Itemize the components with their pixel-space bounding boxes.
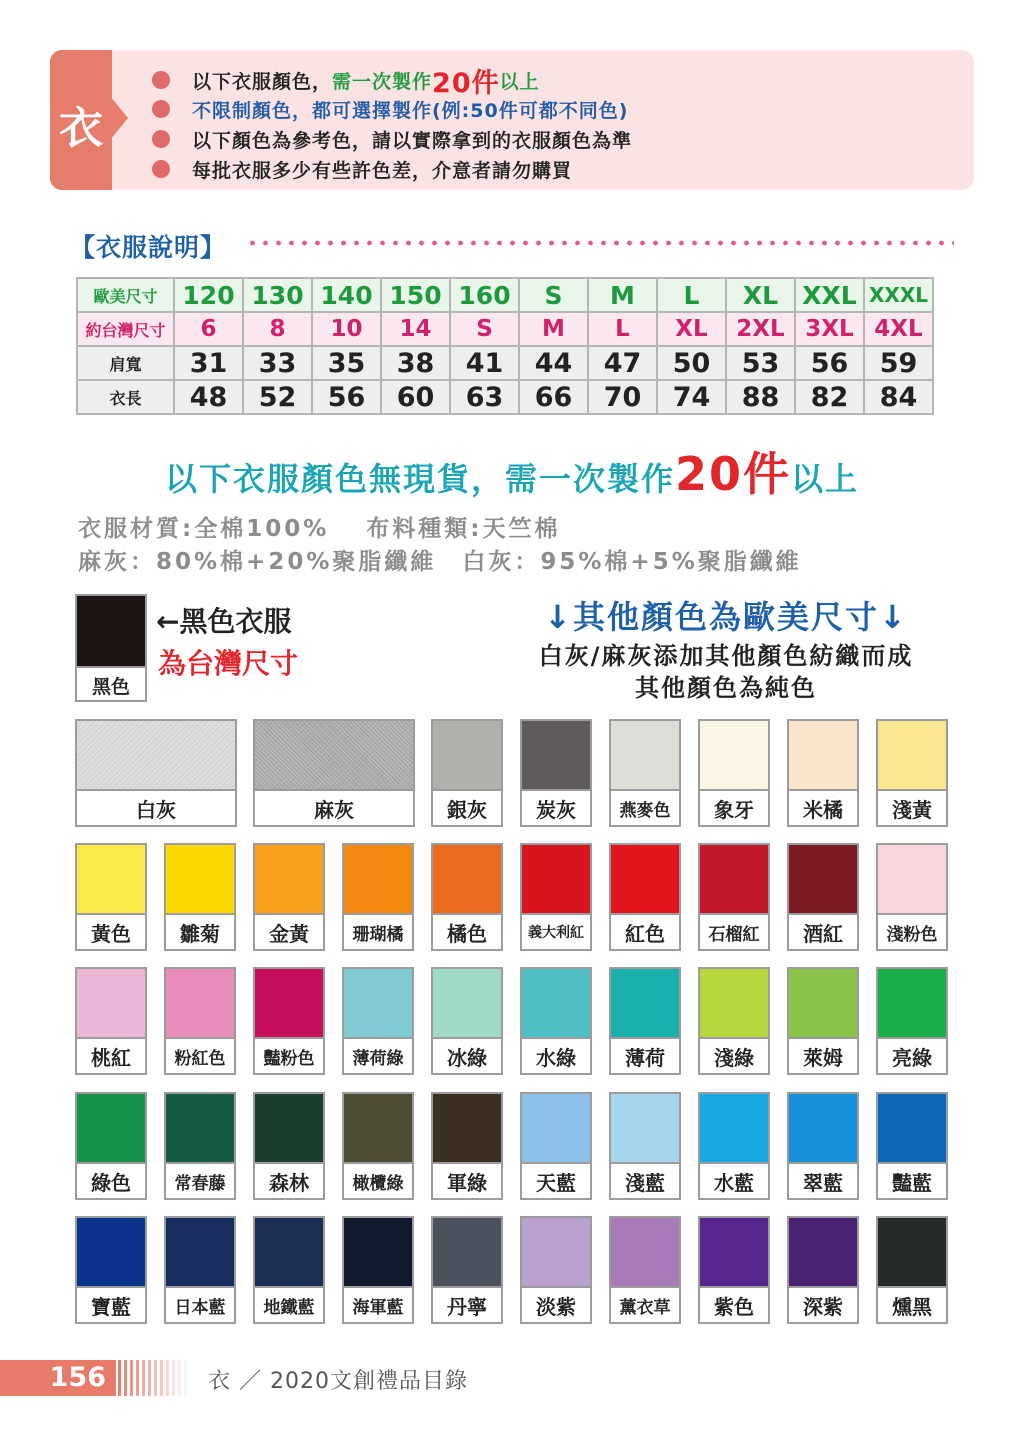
color-swatch[interactable]	[431, 843, 503, 951]
notice-quantity: 20件	[432, 67, 500, 99]
size-cell: M	[588, 278, 657, 312]
other-colors-note-1: 白灰/麻灰添加其他顏色紡織而成	[538, 642, 914, 670]
swatch-label: 日本藍	[166, 1286, 234, 1322]
swatch-color	[878, 845, 946, 915]
swatch-color	[77, 1094, 145, 1164]
swatch-label: 淺粉色	[878, 913, 946, 949]
swatch-color	[878, 969, 946, 1039]
swatch-color	[522, 1094, 590, 1164]
swatch-color	[611, 1094, 679, 1164]
color-swatch[interactable]	[787, 1216, 859, 1324]
size-cell: 120	[174, 278, 243, 312]
swatch-label: 燻黑	[878, 1286, 946, 1322]
swatch-color	[611, 1218, 679, 1288]
notice-text: 以下衣服顏色，	[192, 70, 333, 93]
color-swatch[interactable]	[787, 843, 859, 951]
swatch-label: 義大利紅	[522, 913, 590, 949]
swatch-label: 米橘	[789, 789, 857, 825]
color-swatch[interactable]	[164, 843, 236, 951]
color-swatch[interactable]	[431, 719, 503, 827]
size-cell: 60	[381, 380, 450, 414]
size-cell: 3XL	[795, 312, 864, 346]
swatch-color	[789, 1218, 857, 1288]
swatch-label: 燕麥色	[611, 789, 679, 825]
color-swatch[interactable]	[431, 1092, 503, 1200]
color-swatch[interactable]	[75, 1092, 147, 1200]
swatch-color	[433, 721, 501, 791]
swatch-label: 淺藍	[611, 1162, 679, 1198]
swatch-color	[77, 969, 145, 1039]
swatch-color	[255, 1094, 323, 1164]
size-cell: 84	[864, 380, 933, 414]
size-cell: 59	[864, 346, 933, 380]
swatch-color	[77, 596, 145, 666]
size-cell: 35	[312, 346, 381, 380]
swatch-color	[700, 845, 768, 915]
swatch-label: 薄荷綠	[344, 1037, 412, 1073]
row-header: 衣長	[77, 380, 174, 414]
headline-text: 以下衣服顏色無現貨，需一次製作	[164, 460, 675, 498]
swatch-color	[700, 969, 768, 1039]
dotted-divider	[246, 240, 954, 246]
swatch-color	[522, 1218, 590, 1288]
color-swatch[interactable]	[342, 843, 414, 951]
footer-stripes	[118, 1360, 190, 1396]
page-number: 156	[49, 1362, 106, 1393]
swatch-label: 橘色	[433, 913, 501, 949]
notice-line-1	[152, 67, 540, 99]
swatch-label: 淡紫	[522, 1286, 590, 1322]
headline-text: 以上	[791, 460, 860, 498]
size-cell: 74	[657, 380, 726, 414]
size-table	[76, 277, 934, 415]
color-swatch[interactable]	[75, 843, 147, 951]
size-cell: 56	[795, 346, 864, 380]
notice-text: 每批衣服多少有些許色差，介意者請勿購買	[192, 159, 573, 182]
color-swatch[interactable]	[698, 843, 770, 951]
material-line-1: 衣服材質:全棉100% 布料種類:天竺棉	[78, 516, 561, 542]
swatch-color	[344, 1094, 412, 1164]
color-swatch[interactable]	[342, 967, 414, 1075]
size-cell: 130	[243, 278, 312, 312]
size-cell: 4XL	[864, 312, 933, 346]
swatch-label: 水藍	[700, 1162, 768, 1198]
size-cell: XXL	[795, 278, 864, 312]
swatch-label: 亮綠	[878, 1037, 946, 1073]
swatch-label: 常春藤	[166, 1162, 234, 1198]
size-cell: 66	[519, 380, 588, 414]
swatch-color	[433, 969, 501, 1039]
size-cell: 48	[174, 380, 243, 414]
swatch-label: 銀灰	[433, 789, 501, 825]
swatch-black[interactable]	[75, 594, 147, 702]
size-cell: 70	[588, 380, 657, 414]
swatch-color	[77, 721, 235, 791]
swatch-color	[700, 721, 768, 791]
us-size-row	[77, 278, 933, 312]
swatch-color	[611, 969, 679, 1039]
material-line-2: 麻灰：80%棉+20%聚脂纖維 白灰：95%棉+5%聚脂纖維	[78, 549, 802, 575]
color-swatch[interactable]	[164, 967, 236, 1075]
other-colors-title: ↓其他顏色為歐美尺寸↓	[544, 598, 908, 636]
swatch-label: 紅色	[611, 913, 679, 949]
size-cell: XXXL	[864, 278, 933, 312]
swatch-color	[789, 1094, 857, 1164]
bullet-icon	[152, 160, 170, 178]
swatch-label: 淺綠	[700, 1037, 768, 1073]
color-swatch[interactable]	[253, 1216, 325, 1324]
swatch-label: 炭灰	[522, 789, 590, 825]
color-swatch[interactable]	[609, 1216, 681, 1324]
color-swatch[interactable]	[253, 719, 415, 827]
swatch-label: 天藍	[522, 1162, 590, 1198]
swatch-label: 石榴紅	[700, 913, 768, 949]
size-cell: 10	[312, 312, 381, 346]
swatch-label: 珊瑚橘	[344, 913, 412, 949]
swatch-color	[522, 845, 590, 915]
swatch-label: 冰綠	[433, 1037, 501, 1073]
color-swatch[interactable]	[75, 1216, 147, 1324]
swatch-color	[255, 969, 323, 1039]
color-swatch[interactable]	[787, 967, 859, 1075]
size-cell: L	[657, 278, 726, 312]
size-cell: 63	[450, 380, 519, 414]
swatch-color	[166, 969, 234, 1039]
swatch-color	[878, 721, 946, 791]
swatch-color	[77, 1218, 145, 1288]
swatch-label: 金黃	[255, 913, 323, 949]
swatch-color	[433, 1094, 501, 1164]
swatch-label: 軍綠	[433, 1162, 501, 1198]
size-cell: 47	[588, 346, 657, 380]
swatch-label: 紫色	[700, 1286, 768, 1322]
color-swatch[interactable]	[342, 1092, 414, 1200]
color-swatch[interactable]	[520, 967, 592, 1075]
row-header: 肩寬	[77, 346, 174, 380]
swatch-label: 白灰	[77, 789, 235, 825]
swatch-label: 萊姆	[789, 1037, 857, 1073]
size-cell: 6	[174, 312, 243, 346]
swatch-label: 森林	[255, 1162, 323, 1198]
swatch-label: 綠色	[77, 1162, 145, 1198]
swatch-color	[166, 1094, 234, 1164]
color-swatch[interactable]	[520, 719, 592, 827]
color-swatch[interactable]	[520, 843, 592, 951]
row-header: 約台灣尺寸	[77, 312, 174, 346]
color-swatch[interactable]	[253, 967, 325, 1075]
swatch-label: 桃紅	[77, 1037, 145, 1073]
color-swatch[interactable]	[75, 719, 237, 827]
swatch-label: 豔粉色	[255, 1037, 323, 1073]
color-swatch[interactable]	[876, 1092, 948, 1200]
size-cell: 140	[312, 278, 381, 312]
color-swatch[interactable]	[520, 1092, 592, 1200]
size-cell: 82	[795, 380, 864, 414]
color-swatch[interactable]	[787, 1092, 859, 1200]
black-note-1: ←黑色衣服	[156, 605, 292, 638]
swatch-label: 酒紅	[789, 913, 857, 949]
color-swatch[interactable]	[253, 1092, 325, 1200]
size-cell: M	[519, 312, 588, 346]
headline-quantity: 20件	[674, 447, 791, 501]
notice-tab-char: 衣	[59, 103, 103, 154]
size-cell: 160	[450, 278, 519, 312]
color-swatch[interactable]	[609, 1092, 681, 1200]
swatch-color	[522, 969, 590, 1039]
size-cell: 44	[519, 346, 588, 380]
color-swatch[interactable]	[787, 719, 859, 827]
black-note-2: 為台灣尺寸	[158, 647, 299, 680]
size-cell: 14	[381, 312, 450, 346]
size-cell: 31	[174, 346, 243, 380]
swatch-color	[166, 845, 234, 915]
footer-text: 衣 ／ 2020文創禮品目錄	[208, 1369, 468, 1394]
color-swatch[interactable]	[876, 967, 948, 1075]
size-cell: 88	[726, 380, 795, 414]
size-cell: 56	[312, 380, 381, 414]
swatch-color	[700, 1218, 768, 1288]
swatch-label: 黑色	[77, 666, 145, 702]
swatch-color	[255, 1218, 323, 1288]
swatch-color	[344, 845, 412, 915]
notice-text: 不限制顏色，都可選擇製作(例:50件可都不同色)	[192, 99, 629, 122]
swatch-label: 深紫	[789, 1286, 857, 1322]
swatch-label: 象牙	[700, 789, 768, 825]
color-swatch[interactable]	[253, 843, 325, 951]
swatch-color	[611, 721, 679, 791]
notice-emphasis: 以上	[499, 70, 540, 93]
swatch-color	[700, 1094, 768, 1164]
swatch-color	[255, 721, 413, 791]
color-swatch[interactable]	[698, 1216, 770, 1324]
color-swatch[interactable]	[342, 1216, 414, 1324]
notice-line-3	[152, 126, 632, 152]
notice-emphasis: 需一次製作	[332, 70, 433, 93]
color-swatch[interactable]	[520, 1216, 592, 1324]
color-swatch[interactable]	[75, 967, 147, 1075]
color-swatch[interactable]	[431, 967, 503, 1075]
swatch-color	[789, 721, 857, 791]
color-swatch[interactable]	[876, 843, 948, 951]
color-swatch[interactable]	[698, 719, 770, 827]
swatch-label: 薰衣草	[611, 1286, 679, 1322]
color-swatch[interactable]	[164, 1092, 236, 1200]
color-swatch[interactable]	[609, 843, 681, 951]
notice-text: 以下顏色為參考色，請以實際拿到的衣服顏色為準	[192, 129, 633, 152]
swatch-label: 海軍藍	[344, 1286, 412, 1322]
swatch-color	[878, 1218, 946, 1288]
swatch-label: 麻灰	[255, 789, 413, 825]
swatch-label: 淺黃	[878, 789, 946, 825]
color-swatch[interactable]	[698, 1092, 770, 1200]
swatch-label: 丹寧	[433, 1286, 501, 1322]
size-cell: 150	[381, 278, 450, 312]
swatch-label: 地鐵藍	[255, 1286, 323, 1322]
swatch-label: 水綠	[522, 1037, 590, 1073]
color-swatch[interactable]	[431, 1216, 503, 1324]
shoulder-row	[77, 346, 933, 380]
swatch-color	[789, 845, 857, 915]
color-swatch[interactable]	[609, 967, 681, 1075]
tw-size-row	[77, 312, 933, 346]
swatch-color	[166, 1218, 234, 1288]
bullet-icon	[152, 130, 170, 148]
swatch-color	[522, 721, 590, 791]
section-title: 【衣服說明】	[70, 233, 227, 262]
size-cell: 38	[381, 346, 450, 380]
swatch-color	[433, 1218, 501, 1288]
color-swatch[interactable]	[164, 1216, 236, 1324]
size-cell: 2XL	[726, 312, 795, 346]
size-cell: XL	[726, 278, 795, 312]
color-swatch[interactable]	[876, 1216, 948, 1324]
swatch-label: 橄欖綠	[344, 1162, 412, 1198]
swatch-color	[344, 969, 412, 1039]
color-swatch[interactable]	[609, 719, 681, 827]
swatch-label: 雛菊	[166, 913, 234, 949]
size-cell: 50	[657, 346, 726, 380]
size-cell: 41	[450, 346, 519, 380]
size-cell: 33	[243, 346, 312, 380]
swatch-label: 豔藍	[878, 1162, 946, 1198]
size-cell: 8	[243, 312, 312, 346]
swatch-color	[433, 845, 501, 915]
swatch-label: 翠藍	[789, 1162, 857, 1198]
swatch-label: 黃色	[77, 913, 145, 949]
swatch-color	[344, 1218, 412, 1288]
swatch-label: 粉紅色	[166, 1037, 234, 1073]
size-cell: 52	[243, 380, 312, 414]
notice-line-2	[152, 96, 628, 122]
size-cell: S	[519, 278, 588, 312]
swatch-color	[77, 845, 145, 915]
other-colors-note-2: 其他顏色為純色	[635, 674, 817, 702]
bullet-icon	[152, 71, 170, 89]
swatch-label: 薄荷	[611, 1037, 679, 1073]
bullet-icon	[152, 100, 170, 118]
size-cell: L	[588, 312, 657, 346]
swatch-color	[255, 845, 323, 915]
notice-line-4	[152, 156, 572, 182]
color-swatch[interactable]	[876, 719, 948, 827]
size-cell: XL	[657, 312, 726, 346]
color-swatch[interactable]	[698, 967, 770, 1075]
row-header: 歐美尺寸	[77, 278, 174, 312]
swatch-color	[789, 969, 857, 1039]
notice-arrow-icon	[110, 96, 128, 140]
size-cell: 53	[726, 346, 795, 380]
swatch-color	[878, 1094, 946, 1164]
length-row	[77, 380, 933, 414]
size-cell: S	[450, 312, 519, 346]
swatch-label: 寶藍	[77, 1286, 145, 1322]
headline	[0, 438, 1024, 504]
swatch-color	[611, 845, 679, 915]
